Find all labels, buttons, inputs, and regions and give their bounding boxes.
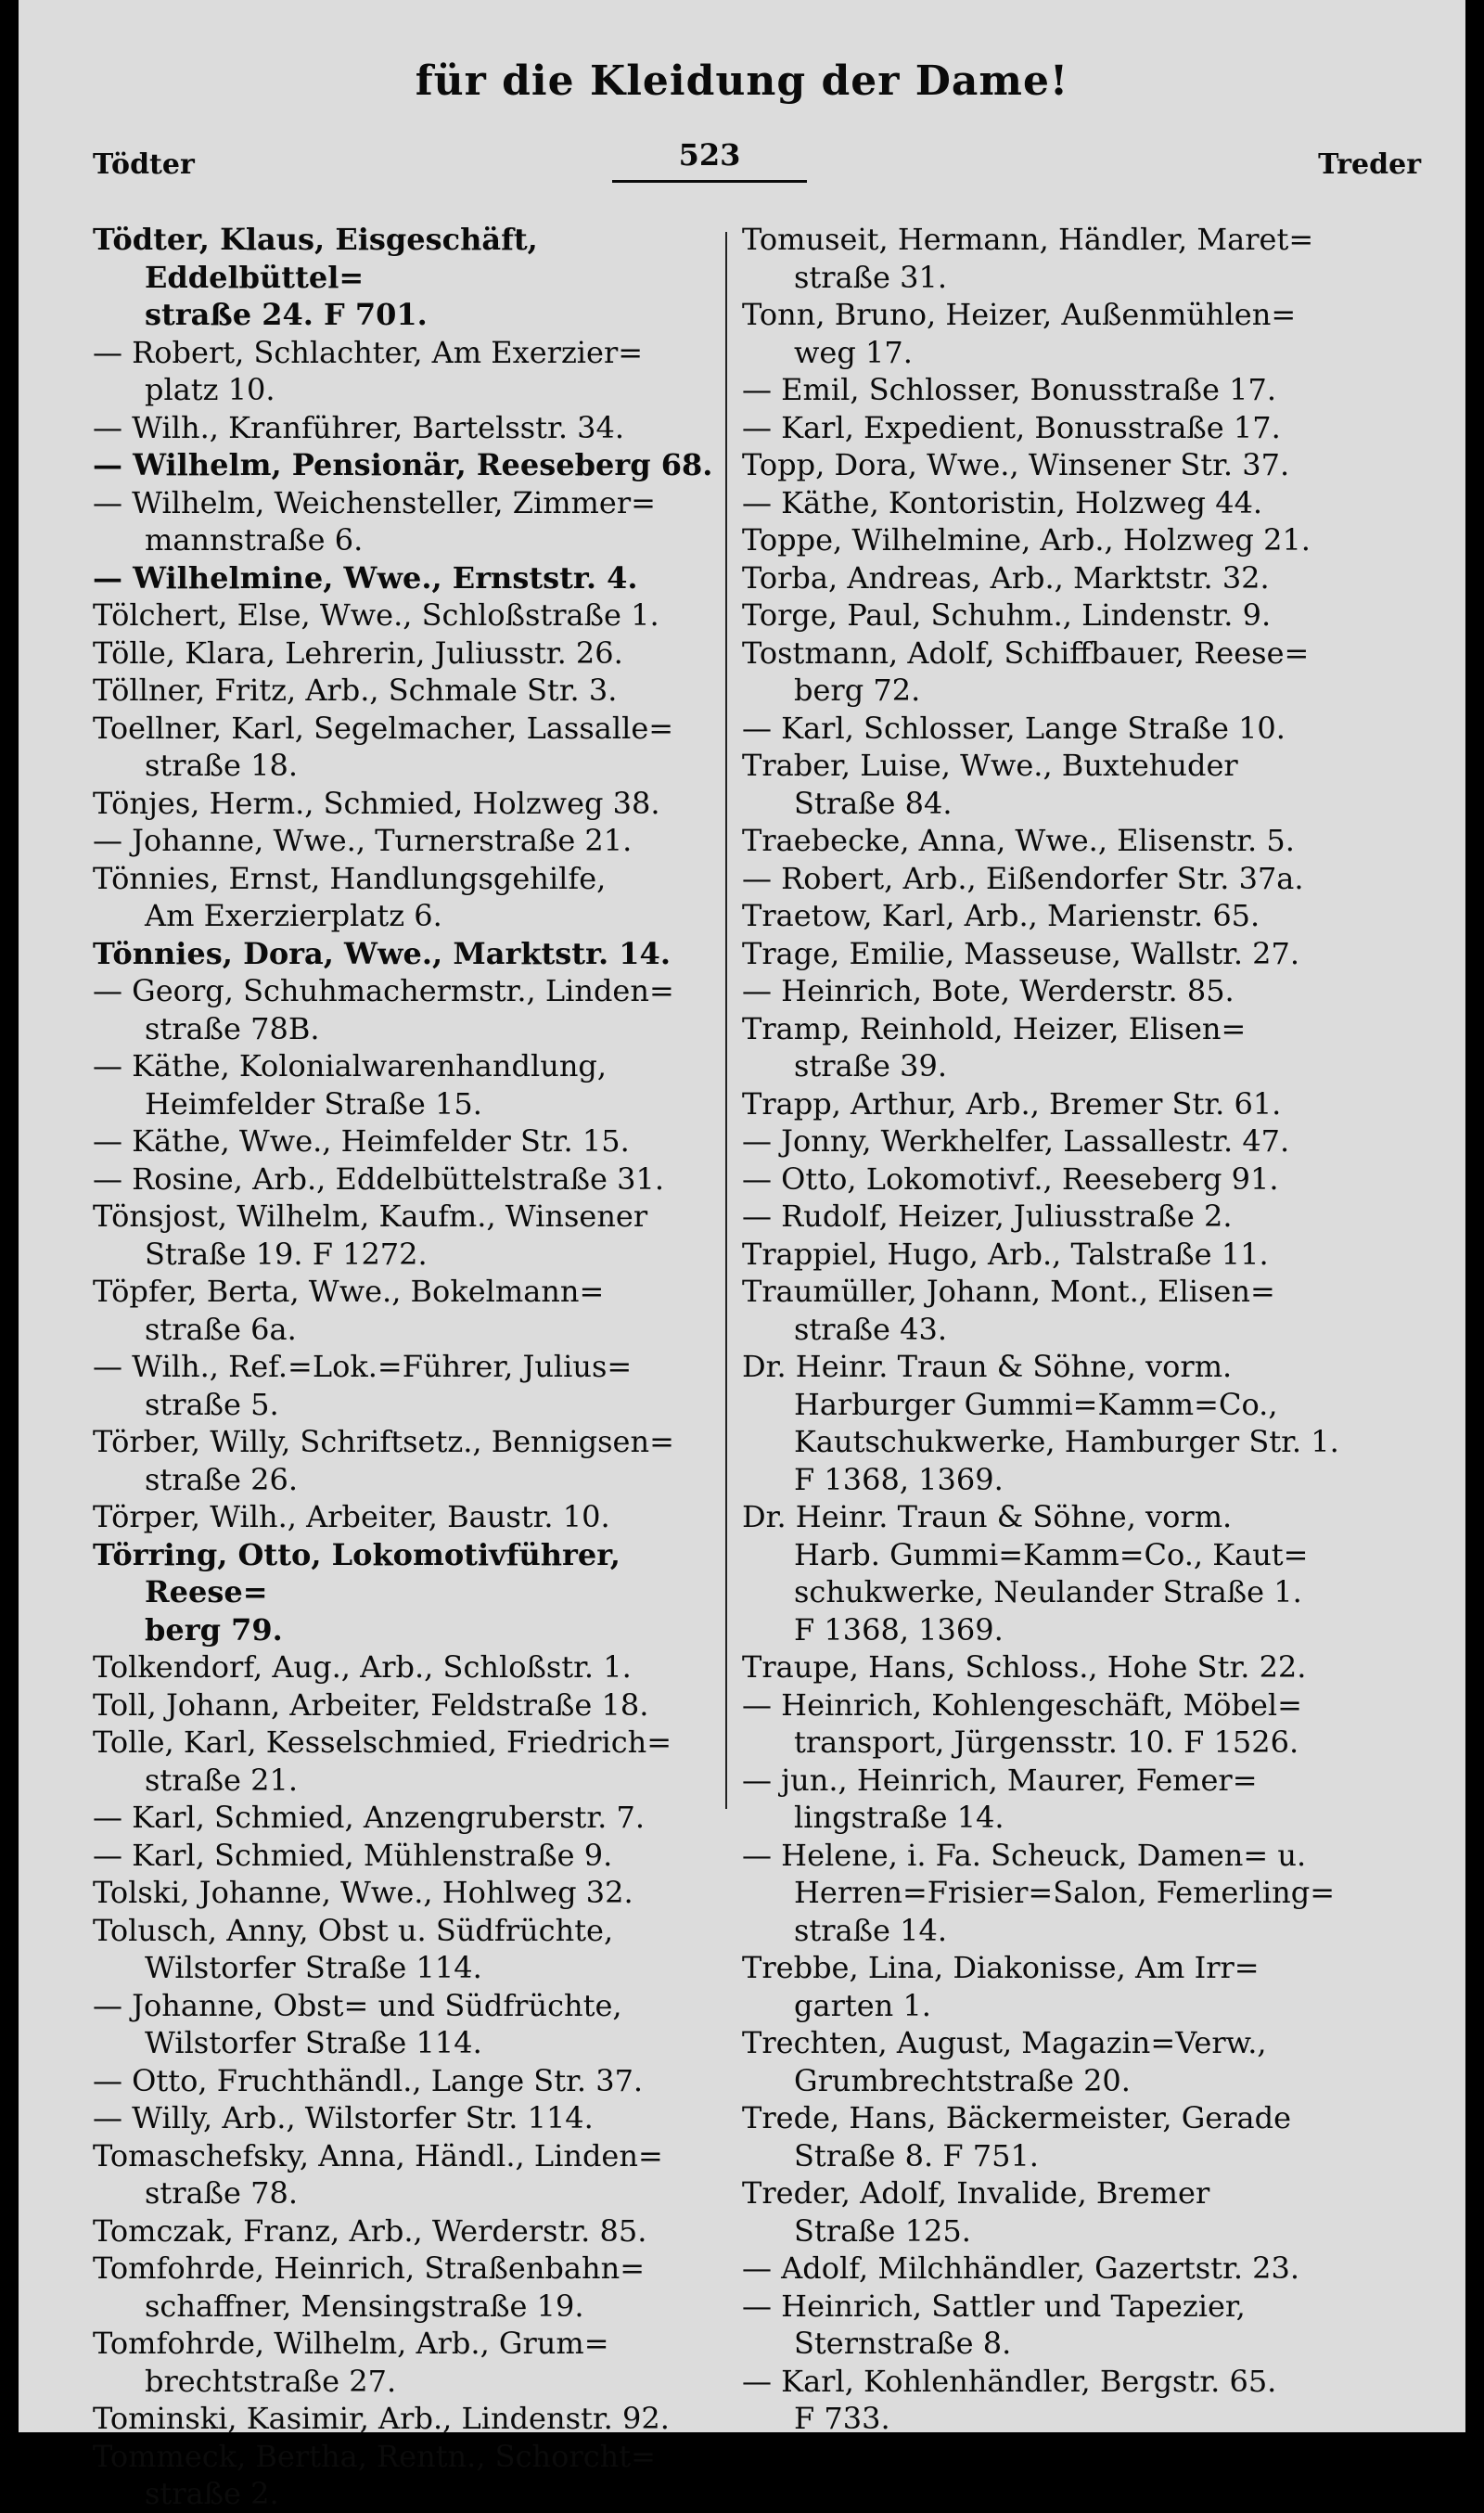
directory-entry: Tolski, Johanne, Wwe., Hohlweg 32. bbox=[93, 1875, 633, 1910]
page-number: 523 bbox=[612, 137, 807, 183]
directory-entry: Trage, Emilie, Masseuse, Wallstr. 27. bbox=[742, 935, 1300, 971]
directory-entry: — Willy, Arb., Wilstorfer Str. 114. bbox=[93, 2100, 594, 2135]
directory-entry: — Robert, Schlachter, Am Exerzier= platz 10. bbox=[93, 334, 644, 407]
directory-entry: — Emil, Schlosser, Bonusstraße 17. bbox=[742, 372, 1276, 407]
directory-entry: Trede, Hans, Bäckermeister, Gerade Straße 8. F 751. bbox=[742, 2100, 1291, 2173]
directory-entry: Toppe, Wilhelmine, Arb., Holzweg 21. bbox=[742, 522, 1311, 558]
directory-entry: Tönnies, Ernst, Handlungsgehilfe, Am Exerzierplatz 6. bbox=[93, 860, 607, 933]
directory-entry: — Jonny, Werkhelfer, Lassallestr. 47. bbox=[742, 1123, 1290, 1159]
directory-entry: Töpfer, Berta, Wwe., Bokelmann= straße 6a. bbox=[93, 1274, 605, 1347]
directory-entry: — Käthe, Kolonialwarenhandlung, Heimfelder Straße 15. bbox=[93, 1048, 608, 1122]
directory-entry: — Wilhelm, Pensionär, Reeseberg 68. bbox=[93, 447, 713, 482]
directory-entry: — Käthe, Kontoristin, Holzweg 44. bbox=[742, 484, 1263, 520]
directory-entry: — Otto, Fruchthändl., Lange Str. 37. bbox=[93, 2062, 644, 2098]
directory-entry: Tostmann, Adolf, Schiffbauer, Reese= berg 72. bbox=[742, 635, 1310, 708]
directory-entry: — Käthe, Wwe., Heimfelder Str. 15. bbox=[93, 1123, 630, 1159]
running-head-right: Treder bbox=[1318, 148, 1421, 181]
directory-entry: Trechten, August, Magazin=Verw., Grumbrechtstraße 20. bbox=[742, 2025, 1267, 2098]
directory-entry: — jun., Heinrich, Maurer, Femer= lingstraße 14. bbox=[742, 1762, 1258, 1835]
directory-entry: Tolusch, Anny, Obst u. Südfrüchte, Wilstorfer Straße 114. bbox=[93, 1912, 614, 1985]
directory-entry: — Wilh., Kranführer, Bartelsstr. 34. bbox=[93, 409, 625, 445]
directory-entry: Tölle, Klara, Lehrerin, Juliusstr. 26. bbox=[93, 635, 623, 671]
left-column bbox=[93, 221, 714, 2513]
directory-entry: Tomczak, Franz, Arb., Werderstr. 85. bbox=[93, 2212, 647, 2249]
directory-entry: Dr. Heinr. Traun & Söhne, vorm. Harb. Gummi=Kamm=Co., Kaut= schukwerke, Neulander Straße 1. F 1368, 1369. bbox=[742, 1499, 1309, 1648]
directory-entry: Traumüller, Johann, Mont., Elisen= straße 43. bbox=[742, 1274, 1275, 1347]
directory-entry: — Helene, i. Fa. Scheuck, Damen= u. Herren=Frisier=Salon, Femerling= straße 14. bbox=[742, 1837, 1336, 1948]
directory-entry: Topp, Dora, Wwe., Winsener Str. 37. bbox=[742, 447, 1290, 482]
directory-entry: — Heinrich, Kohlengeschäft, Möbel= transport, Jürgensstr. 10. F 1526. bbox=[742, 1686, 1302, 1760]
directory-entry: Tomfohrde, Heinrich, Straßenbahn= schaffner, Mensingstraße 19. bbox=[93, 2250, 646, 2324]
directory-entry: — Heinrich, Bote, Werderstr. 85. bbox=[742, 973, 1235, 1008]
directory-entry: Tonn, Bruno, Heizer, Außenmühlen= weg 17. bbox=[742, 297, 1297, 370]
directory-entry: — Rudolf, Heizer, Juliusstraße 2. bbox=[742, 1199, 1233, 1234]
directory-entry: Traupe, Hans, Schloss., Hohe Str. 22. bbox=[742, 1649, 1307, 1685]
directory-entry: — Karl, Expedient, Bonusstraße 17. bbox=[742, 409, 1281, 445]
directory-entry: — Georg, Schuhmachermstr., Linden= straße 78B. bbox=[93, 973, 674, 1046]
directory-entry: Törring, Otto, Lokomotivführer, Reese= berg 79. bbox=[93, 1536, 620, 1648]
directory-entry: Tominski, Kasimir, Arb., Lindenstr. 92. bbox=[93, 2401, 670, 2436]
directory-entry: — Robert, Arb., Eißendorfer Str. 37a. bbox=[742, 860, 1304, 896]
directory-entry: Torge, Paul, Schuhm., Lindenstr. 9. bbox=[742, 597, 1272, 633]
directory-entry: — Johanne, Wwe., Turnerstraße 21. bbox=[93, 823, 633, 858]
directory-entry: Treder, Adolf, Invalide, Bremer Straße 125. bbox=[742, 2175, 1210, 2249]
directory-entry: Torba, Andreas, Arb., Marktstr. 32. bbox=[742, 559, 1270, 596]
directory-entry: Trebbe, Lina, Diakonisse, Am Irr= garten 1. bbox=[742, 1950, 1260, 2023]
directory-page bbox=[19, 0, 1465, 2511]
directory-entry: Traebecke, Anna, Wwe., Elisenstr. 5. bbox=[742, 823, 1295, 858]
directory-entry: Trapp, Arthur, Arb., Bremer Str. 61. bbox=[742, 1085, 1282, 1122]
directory-entry: Toellner, Karl, Segelmacher, Lassalle= straße 18. bbox=[93, 710, 674, 783]
directory-entry: Tomfohrde, Wilhelm, Arb., Grum= brechtstraße 27. bbox=[93, 2326, 609, 2399]
directory-entry: Tolle, Karl, Kesselschmied, Friedrich= straße 21. bbox=[93, 1724, 672, 1798]
directory-entry: Tönnies, Dora, Wwe., Marktstr. 14. bbox=[93, 935, 671, 971]
directory-entry: Tönjes, Herm., Schmied, Holzweg 38. bbox=[93, 785, 660, 821]
directory-entry: — Heinrich, Sattler und Tapezier, Sternstraße 8. bbox=[742, 2288, 1246, 2361]
directory-entry: — Karl, Schmied, Mühlenstraße 9. bbox=[93, 1837, 613, 1873]
directory-entry: Törber, Willy, Schriftsetz., Bennigsen= straße 26. bbox=[93, 1424, 674, 1497]
directory-entry: — Adolf, Milchhändler, Gazertstr. 23. bbox=[742, 2250, 1300, 2286]
directory-entry: — Wilhelm, Weichensteller, Zimmer= mannstraße 6. bbox=[93, 484, 656, 558]
directory-entry: — Karl, Schmied, Anzengruberstr. 7. bbox=[93, 1800, 645, 1835]
directory-entry: — Karl, Kohlenhändler, Bergstr. 65. F 733. bbox=[742, 2363, 1277, 2436]
directory-entry: Tödter, Klaus, Eisgeschäft, Eddelbüttel= straße 24. F 701. bbox=[93, 222, 538, 332]
directory-entry: — Wilhelmine, Wwe., Ernststr. 4. bbox=[93, 559, 638, 596]
directory-entry: — Wilh., Ref.=Lok.=Führer, Julius= straße 5. bbox=[93, 1349, 633, 1422]
directory-entry: Törper, Wilh., Arbeiter, Baustr. 10. bbox=[93, 1499, 610, 1534]
directory-entry: Toll, Johann, Arbeiter, Feldstraße 18. bbox=[93, 1686, 649, 1723]
directory-entry: Dr. Heinr. Traun & Söhne, vorm. Harburger Gummi=Kamm=Co., Kautschukwerke, Hamburger Str. 1. F 1368, 1369. bbox=[742, 1349, 1339, 1497]
directory-entry: Tommeck, Bertha, Rentn., Schorcht= straße 2. bbox=[93, 2438, 656, 2511]
directory-entry: Töllner, Fritz, Arb., Schmale Str. 3. bbox=[93, 673, 618, 708]
directory-entry: Trappiel, Hugo, Arb., Talstraße 11. bbox=[742, 1236, 1269, 1272]
directory-entry: — Johanne, Obst= und Südfrüchte, Wilstorfer Straße 114. bbox=[93, 1987, 622, 2060]
directory-entry: Tomaschefsky, Anna, Händl., Linden= straße 78. bbox=[93, 2137, 663, 2211]
directory-entry: Tölchert, Else, Wwe., Schloßstraße 1. bbox=[93, 597, 659, 633]
directory-entry: — Karl, Schlosser, Lange Straße 10. bbox=[742, 710, 1286, 746]
right-column bbox=[742, 221, 1382, 2438]
directory-entry: Traber, Luise, Wwe., Buxtehuder Straße 84. bbox=[742, 748, 1238, 821]
directory-entry: Tönsjost, Wilhelm, Kaufm., Winsener Straße 19. F 1272. bbox=[93, 1199, 648, 1272]
advertisement-banner: für die Kleidung der Dame! bbox=[415, 58, 1069, 105]
directory-entry: Tomuseit, Hermann, Händler, Maret= straße 31. bbox=[742, 222, 1314, 295]
directory-entry: Tolkendorf, Aug., Arb., Schloßstr. 1. bbox=[93, 1649, 632, 1685]
running-head-left: Tödter bbox=[93, 148, 195, 181]
directory-entry: — Otto, Lokomotivf., Reeseberg 91. bbox=[742, 1160, 1279, 1197]
directory-entry: — Rosine, Arb., Eddelbüttelstraße 31. bbox=[93, 1160, 664, 1197]
directory-entry: Traetow, Karl, Arb., Marienstr. 65. bbox=[742, 898, 1260, 933]
directory-entry: Tramp, Reinhold, Heizer, Elisen= straße 39. bbox=[742, 1010, 1247, 1083]
column-divider bbox=[725, 232, 727, 1809]
